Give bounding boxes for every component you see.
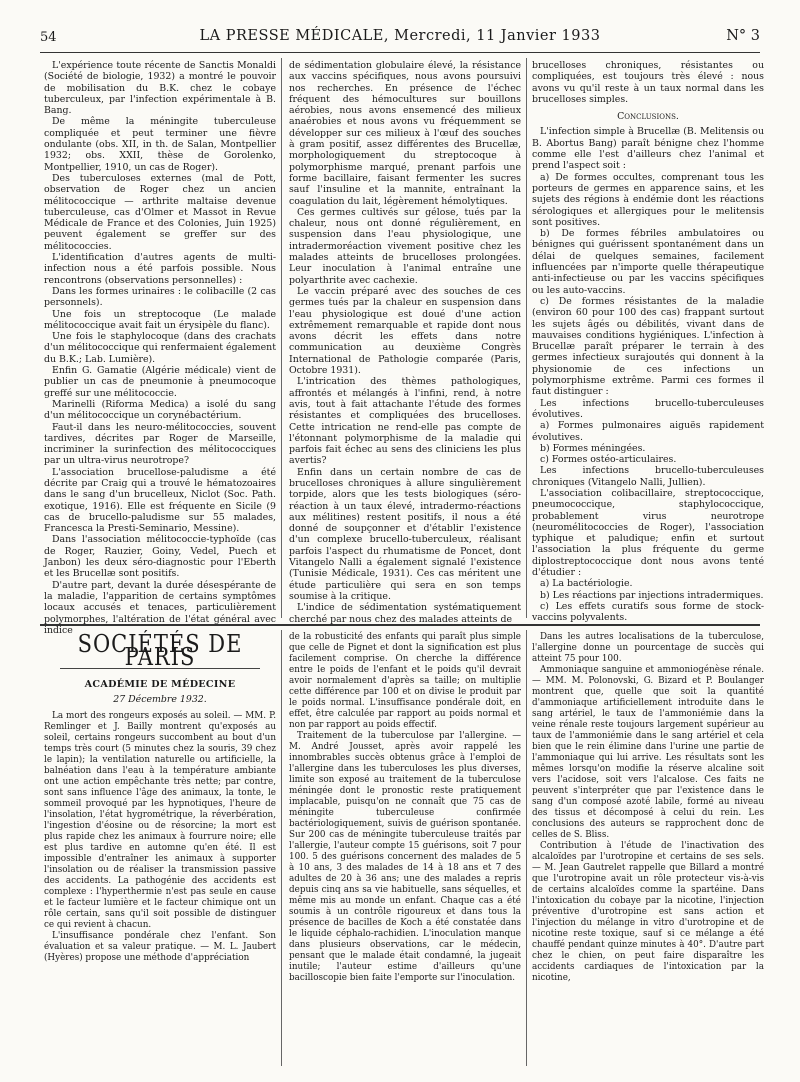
paragraph: Une fois un streptocoque (Le malade mélitococcique avait fait un érysipèle du flanc). bbox=[44, 308, 276, 331]
page-number: 54 bbox=[40, 30, 57, 45]
paragraph: Ces germes cultivés sur gélose, tués par la chaleur, nous ont donné régulièrement, en suspension dans l'eau physiologique, une intradermoréaction vivement positive chez les malades atteints de brucelloses prolongées. Leur inoculation à l'animal entraîne une polyarthrite avec cachexie. bbox=[289, 206, 521, 286]
top-column-2 bbox=[289, 60, 521, 625]
paragraph: L'insuffisance pondérale chez l'enfant. Son évaluation et sa valeur pratique. — M. L. Jaubert (Hyères) propose une méthode d'appréciation bbox=[44, 931, 276, 963]
paragraph: c) Les effets curatifs sous forme de stock-vaccins polyvalents. bbox=[532, 600, 764, 624]
header-rule bbox=[40, 52, 760, 53]
academy-heading: ACADÉMIE DE MÉDECINE bbox=[84, 679, 236, 690]
bottom-column-2 bbox=[289, 632, 521, 1064]
paragraph: b) Formes méningées. bbox=[540, 442, 646, 454]
column-divider bbox=[526, 630, 527, 1066]
top-column-1 bbox=[44, 60, 276, 636]
paragraph: Dans les formes urinaires : le colibacille (2 cas personnels). bbox=[44, 285, 276, 309]
issue-number: N° 3 bbox=[726, 28, 760, 44]
paragraph: de sédimentation globulaire élevé, la résistance aux vaccins spécifiques, nous avons poursuivi nos recherches. En présence de l'échec fréquent des hémocultures sur bouillons aérobies, nous avons ensemencé des milieux anaérobies et nous avons vu fréquemment se développer sur ces milieux à l'œuf des souches à gram positif, assez différentes des Brucellæ, morphologiquement du streptocoque à polymorphisme marqué, prenant parfois une forme bacillaire, faisant fermenter les sucres sauf l'insuline et la mannite, entraînant la coagulation du lait, légèrement hémolytiques. bbox=[289, 60, 521, 207]
section-title: SOCIÉTÉS DE PARIS bbox=[77, 630, 243, 671]
paragraph: Une fois le staphylocoque (dans des crachats d'un mélitococcique qui renfermaient également du B.K.; Lab. Lumière). bbox=[44, 331, 276, 365]
paragraph: L'identification d'autres agents de multi-infection nous a été parfois possible. Nous rencontrons (observations personnelles) : bbox=[44, 252, 276, 286]
paragraph: Enfin G. Gamatie (Algérie médicale) vient de publier un cas de pneumonie à pneumocoque greffé sur une mélitococcie. bbox=[44, 365, 276, 399]
running-header bbox=[40, 28, 760, 50]
column-divider bbox=[281, 58, 282, 618]
top-column-3 bbox=[532, 60, 764, 624]
journal-title: LA PRESSE MÉDICALE, Mercredi, 11 Janvier 1933 bbox=[199, 28, 601, 44]
paragraph: Des tuberculoses externes (mal de Pott, observation de Roger chez un ancien mélitococcique — arthrite maltaise devenue tuberculeuse, cas d'Olmer et Massot in Revue Médicale de France et des Colonies, Juin 1925) peuvent également se greffer sur des mélitococcies. bbox=[44, 172, 276, 252]
paragraph: a) Formes pulmonaires aiguës rapidement évolutives. bbox=[532, 420, 764, 443]
paragraph: a) De formes occultes, comprenant tous les porteurs de germes en apparence sains, et les sujets des régions à endémie dont les réactions sérologiques et allergiques pour le melitensis sont positives. bbox=[532, 171, 764, 228]
paragraph: a) La bactériologie. bbox=[540, 578, 633, 590]
column-divider bbox=[526, 58, 527, 618]
paragraph: Les infections brucello-tuberculeuses évolutives. bbox=[532, 397, 764, 420]
paragraph: Marinelli (Riforma Medica) a isolé du sang d'un mélitococcique un corynébactérium. bbox=[44, 398, 276, 422]
section-rule bbox=[40, 624, 760, 626]
paragraph: L'infection simple à Brucellæ (B. Melitensis ou B. Abortus Bang) paraît bénigne chez l'homme comme elle l'est d'ailleurs chez l'animal et prend l'aspect soit : bbox=[532, 126, 764, 172]
paragraph: L'association colibacillaire, streptococcique, pneumococcique, staphylococcique, probablement virus neurotrope (neuromélitococcies de Roger), l'association typhique et paludique; enfin et surtout l'association la plus fréquente du germe diplostreptococcique dont nous avons tenté d'étudier : bbox=[532, 487, 764, 579]
paragraph: L'intrication des thèmes pathologiques, affrontés et mélangés à l'infini, rend, à notre avis, tout à fait attachante l'étude des formes résistantes et compliquées des brucelloses. Cette intrication ne rend-elle pas compte de l'étonnant polymorphisme de la maladie qui parfois fait échec au sens des cliniciens les plus avertis? bbox=[289, 376, 521, 467]
paragraph: Traitement de la tuberculose par l'allergine. — M. André Jousset, après avoir rappelé les innombrables succès obtenus grâce à l'emploi de l'allergine dans les tuberculoses les plus diverses, limite son exposé au traitement de la tuberculose méningée dont le pronostic reste pratiquement implacable, puisqu'on ne connaît que 75 cas de méningite tuberculeuse confirmée bactériologiquement, suivis de guérison spontanée. Sur 200 cas de méningite tuberculeuse traités par l'allergie, l'auteur compte 15 guérisons, soit 7 pour 100. 5 des guérisons concernent des malades de 5 à 10 ans, 3 des malades de 14 à 18 ans et 7 des adultes de 20 à 36 ans; une des malades a repris depuis cinq ans sa vie habituelle, sans séquelles, et même mis au monde un enfant. Chaque cas a été soumis à un contrôle rigoureux et dans tous la présence de bacilles de Koch a été constatée dans le liquide céphalo-rachidien. L'inoculation manque dans plusieurs observations, car le médecin, pensant que le malade était condamné, la jugeait inutile; l'auteur estime d'ailleurs qu'une bacilloscopie bien faite l'emporte sur l'inoculation. bbox=[289, 731, 521, 983]
bottom-column-3 bbox=[532, 632, 764, 1064]
session-date: 27 Décembre 1932. bbox=[113, 694, 207, 705]
paragraph: L'association brucellose-paludisme a été décrite par Craig qui a trouvé le hématozoaires dans le sang d'un brucelleux, Niclot (Soc. Path. exotique, 1916). Elle est fréquente en Sicile (9 cas de brucello-paludisme sur 55 malades, Francesca la Presti-Seminario, Messine). bbox=[44, 466, 276, 535]
paragraph: Les infections brucello-tuberculeuses chroniques (Vitangelo Nalli, Jullien). bbox=[532, 465, 764, 488]
paragraph: b) De formes fébriles ambulatoires ou bénignes qui guérissent spontanément dans un délai de quelques semaines, facilement influencées par n'importe quelle thérapeutique anti-infectieuse ou par les vaccins spécifiques ou les auto-vaccins. bbox=[532, 228, 764, 296]
paragraph: La mort des rongeurs exposés au soleil. — MM. P. Remlinger et J. Bailly montrent qu'exposés au soleil, certains rongeurs succombent au bout d'un temps très court (5 minutes chez la souris, 39 chez le lapin); la ventilation naturelle ou artificielle, la balnéation dans l'eau à la température ambiante ont une action empêchante très nette; par contre, sont sans influence l'âge des animaux, la tonte, le sommeil provoqué par les hypnotiques, l'heure de l'insolation, l'état hygrométrique, la réverbération, l'ingestion d'éosine ou de résorcine; la mort est plus rapide chez les animaux à fourrure noire; elle est plus tardive en automne qu'en été. Il est impossible d'entraîner les animaux à supporter l'insolation ou de réaliser la transmission passive des accidents. La pathogénie des accidents est complexe : l'hyperthermie n'est pas seule en cause et le facteur lumière et le facteur chimique ont un rôle certain, sans qu'il soit possible de distinguer ce qui revient à chacun. bbox=[44, 711, 276, 930]
bottom-column-1 bbox=[44, 632, 276, 1064]
paragraph: Contribution à l'étude de l'inactivation des alcaloïdes par l'urotropine et certains de ses sels. — M. Jean Gautrelet rappelle que Billard a montré que l'urotropine avait un rôle protecteur vis-à-vis de certains alcaloïdes comme la spartéine. Dans l'intoxication du cobaye par la nicotine, l'injection préventive d'urotropine est sans action et l'injection du mélange in vitro d'urotropine et de nicotine reste toxique, sauf si ce mélange a été chauffé pendant quinze minutes à 40°. D'autre part chez le chien, on peut faire disparaître les accidents cardiaques de l'intoxication par la nicotine, bbox=[532, 841, 764, 983]
paragraph: brucelloses chroniques, résistantes ou compliquées, est toujours très élevé : nous avons vu qu'il reste à un taux normal dans les brucelloses simples. bbox=[532, 60, 764, 105]
column-divider bbox=[281, 630, 282, 1066]
paragraph: Dans l'association mélitococcie-typhoïde (cas de Roger, Rauzier, Goiny, Vedel, Puech et Janbon) les deux séro-diagnostic pour l'Eberth et les Brucellæ sont positifs. bbox=[44, 534, 276, 580]
paragraph: Dans les autres localisations de la tuberculose, l'allergine donne un pourcentage de succès qui atteint 75 pour 100. bbox=[532, 632, 764, 664]
paragraph: De même la méningite tuberculeuse compliquée et peut terminer une fièvre ondulante (obs. XII, in th. de Salan, Montpellier 1932; obs. XXII, thèse de Gorolenko, Montpellier, 1910, un cas de Roger). bbox=[44, 116, 276, 173]
paragraph: Le vaccin préparé avec des souches de ces germes tués par la chaleur en suspension dans l'eau physiologique est doué d'une action extrêmement remarquable et rapide dont nous avons décrit les effets dans notre communication au deuxième Congrès International de Pathologie comparée (Paris, Octobre 1931). bbox=[289, 285, 521, 377]
paragraph: Ammoniaque sanguine et ammoniogénèse rénale. — MM. M. Polonovski, G. Bizard et P. Boulanger montrent que, quelle que soit la quantité d'ammoniaque artificiellement introduite dans le sang artériel, le taux de l'ammoniémie dans la veine rénale reste toujours largement supérieur au taux de l'ammoniémie dans le sang artériel et cela bien que le rein élimine dans l'urine une partie de l'ammoniaque qui lui arrive. Les résultats sont les mêmes lorsqu'on modifie la réserve alcaline soit vers l'acidose, soit vers l'alcalose. Ces faits ne peuvent s'interpréter que par l'existence dans le sang d'un composé azoté labile, formé au niveau des tissus et décomposé à celui du rein. Les conclusions des auteurs se rapprochent donc de celles de S. Bliss. bbox=[532, 665, 764, 840]
conclusions-heading: Conclusions. bbox=[617, 111, 679, 123]
paragraph: Faut-il dans les neuro-mélitococcies, souvent tardives, décrites par Roger de Marseille, incriminer la surinfection des mélitococciques par un ultra-virus neurotrope? bbox=[44, 421, 276, 467]
paragraph: Enfin dans un certain nombre de cas de brucelloses chroniques à allure singulièrement torpide, alors que les tests biologiques (séro-réaction à un taux élevé, intradermo-réactions aux mélitines) restent positifs, il nous a été donné de soupçonner et d'établir l'existence d'un complexe brucello-tuberculeux, réalisant parfois l'aspect du rhumatisme de Poncet, dont Vitangelo Nalli a également signalé l'existence (Tunisie Médicale, 1931). Ces cas méritent une étude particulière qui sera en son temps soumise à la critique. bbox=[289, 466, 521, 602]
paragraph: L'indice de sédimentation systématiquement cherché par nous chez des malades atteints de bbox=[289, 602, 521, 625]
paragraph: c) De formes résistantes de la maladie (environ 60 pour 100 des cas) frappant surtout les sujets âgés ou débilités, vivant dans de mauvaises conditions hygiéniques. L'infection à Brucellæ paraît préparer le terrain à des germes infectieux surajoutés qui donnent à la physionomie de ces infections un polymorphisme extrême. Parmi ces formes il faut distinguer : bbox=[532, 295, 764, 398]
paragraph: de la robusticité des enfants qui paraît plus simple que celle de Pignet et dont la signification est plus facilement comprise. On cherche la différence entre le poids de l'enfant et le poids qu'il devrait avoir normalement d'après sa taille; on multiplie cette différence par 100 et on divise le produit par le poids normal. L'insuffisance pondérale doit, en effet, être calculée par rapport au poids normal et non par rapport au poids effectif. bbox=[289, 632, 521, 730]
paragraph: c) Formes ostéo-articulaires. bbox=[540, 454, 677, 466]
paragraph: D'autre part, devant la durée désespérante de la maladie, l'apparition de certains symptômes locaux accusés et tenaces, particulièrement polymorphes, l'altération de l'état général avec indice bbox=[44, 579, 276, 636]
paragraph: b) Les réactions par injections intradermiques. bbox=[540, 589, 764, 601]
paragraph: L'expérience toute récente de Sanctis Monaldi (Société de biologie, 1932) a montré le pouvoir de mobilisation du B.K. chez le cobaye tuberculeux, par l'infection expérimentale à B. Bang. bbox=[44, 60, 276, 117]
